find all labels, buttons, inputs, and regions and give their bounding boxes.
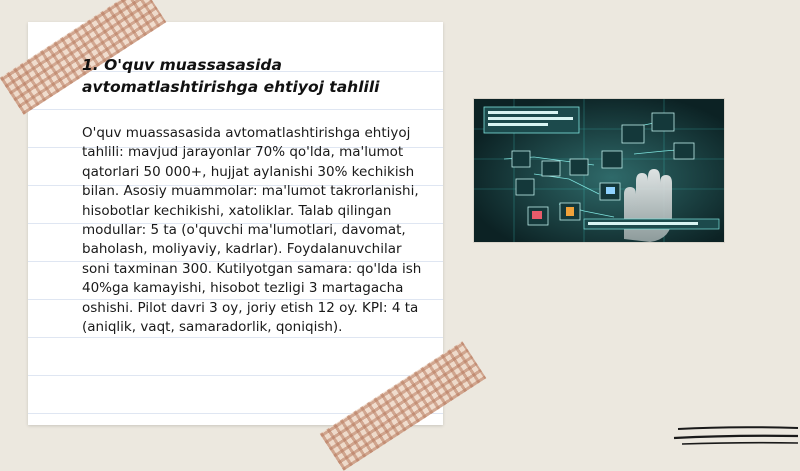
- digital-interface-illustration: [474, 99, 724, 242]
- hand-touching-digital-interface-image: [474, 99, 724, 242]
- slide-body-text: O'quv muassasasida avtomatlashtirishga ehtiyoj tahlili: mavjud jarayonlar 70% qo'lda, ma'lumot qatorlari 50 000+, hujjat aylanishi 30% kechikish bilan. Asosiy muammolar: ma'lumot takrorlanishi, hisobotlar kechikishi, xatoliklar. Talab qilingan modullar: 5 ta (o'quvchi ma'lumotlari, davomat, baholash, moliyaviy, kadrlar). Foydalanuvchilar soni taxminan 300. Kutilyotgan samara: qo'lda ish 40%ga kamayishi, hisobot tezligi 3 martagacha oshishi. Pilot davri 3 oy, joriy etish 12 oy. KPI: 4 ta (aniqlik, vaqt, samaradorlik, qoniqish).: [82, 125, 422, 336]
- decorative-strokes: [672, 422, 800, 450]
- slide-heading: 1. O'quv muassasasida avtomatlashtirishga ehtiyoj tahlili: [82, 56, 380, 96]
